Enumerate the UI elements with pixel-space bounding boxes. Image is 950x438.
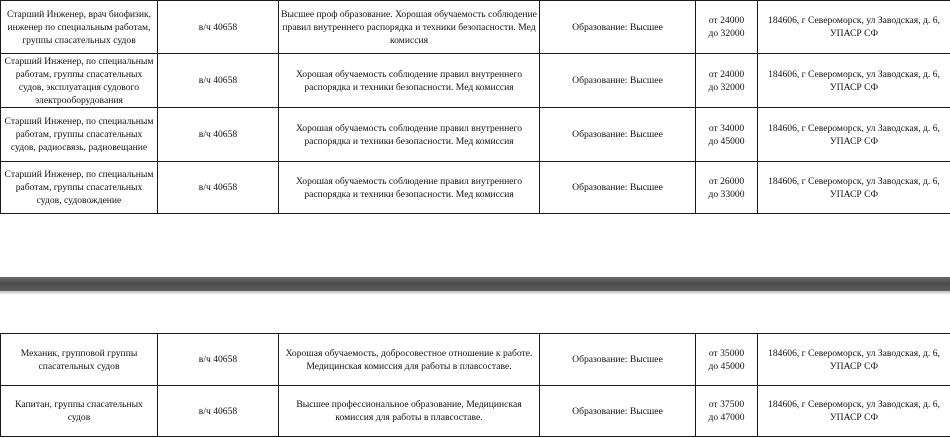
requirements-cell: Хорошая обучаемость соблюдение правил внутреннего распорядка и техники безопасности. Мед комиссия (279, 108, 540, 162)
unit-cell: в/ч 40658 (158, 1, 279, 54)
address-cell: 184606, г Североморск, ул Заводская, д. 6, УПАСР СФ (758, 1, 950, 54)
salary-to: до 33000 (708, 188, 745, 200)
salary-cell (696, 162, 758, 214)
education-cell: Образование: Высшее (540, 54, 696, 108)
salary-cell (696, 108, 758, 162)
salary-to: до 32000 (708, 81, 745, 93)
salary-from: от 24000 (708, 15, 745, 26)
salary-cell (696, 386, 758, 437)
unit-cell: в/ч 40658 (158, 108, 279, 162)
position-cell: Старший Инженер, по специальным работам, группы спасательных судов, судовождение (1, 162, 158, 214)
salary-to: до 45000 (708, 135, 745, 147)
vacancy-table-top (0, 0, 950, 214)
education-cell: Образование: Высшее (540, 386, 696, 437)
table-row (1, 334, 950, 386)
unit-cell: в/ч 40658 (158, 334, 279, 386)
table-row (1, 162, 950, 214)
position-cell: Механик, групповой группы спасательных судов (1, 334, 158, 386)
salary-from: от 34000 (708, 122, 745, 134)
salary-to: до 45000 (708, 360, 745, 372)
table-row (1, 54, 950, 108)
address-cell: 184606, г Североморск, ул Заводская, д. 6, УПАСР СФ (758, 54, 950, 108)
unit-cell: в/ч 40658 (158, 386, 279, 437)
education-cell: Образование: Высшее (540, 334, 696, 386)
requirements-cell: Хорошая обучаемость соблюдение правил внутреннего распорядка и техники безопасности. Мед комиссия (279, 54, 540, 108)
salary-from: от 35000 (708, 347, 745, 359)
requirements-cell: Высшее профессиональное образование, Медицинская комиссия для работы в плавсоставе. (279, 386, 540, 437)
requirements-cell: Высшее проф образование. Хорошая обучаемость соблюдение правил внутреннего распорядка и техники безопасности. Мед комиссия (279, 1, 540, 54)
unit-cell: в/ч 40658 (158, 162, 279, 214)
address-cell: 184606, г Североморск, ул Заводская, д. 6, УПАСР СФ (758, 108, 950, 162)
table-row (1, 386, 950, 437)
salary-to: до 47000 (708, 412, 745, 423)
position-cell: Старший Инженер, врач биофизик, инженер по специальным работам, группы спасательных судов (1, 1, 158, 54)
requirements-cell: Хорошая обучаемость, добросовестное отношение к работе. Медицинская комиссия для работы в плавсоставе. (279, 334, 540, 386)
vacancy-table-bottom (0, 333, 950, 437)
address-cell: 184606, г Североморск, ул Заводская, д. 6, УПАСР СФ (758, 386, 950, 437)
address-cell: 184606, г Североморск, ул Заводская, д. 6, УПАСР СФ (758, 334, 950, 386)
position-cell: Старший Инженер, по специальным работам, группы спасательных судов, радиосвязь, радиовещание (1, 108, 158, 162)
position-cell: Капитан, группы спасательных судов (1, 386, 158, 437)
salary-to: до 32000 (708, 28, 745, 39)
page-break-separator (0, 277, 950, 291)
requirements-cell: Хорошая обучаемость соблюдение правил внутреннего распорядка и техники безопасности. Мед комиссия (279, 162, 540, 214)
table-row (1, 108, 950, 162)
page-break-shadow (0, 291, 950, 295)
education-cell: Образование: Высшее (540, 108, 696, 162)
unit-cell: в/ч 40658 (158, 54, 279, 108)
table-row (1, 1, 950, 54)
salary-from: от 26000 (708, 175, 745, 187)
address-cell: 184606, г Североморск, ул Заводская, д. 6, УПАСР СФ (758, 162, 950, 214)
position-cell: Старший Инженер, по специальным работам, группы спасательных судов, эксплуатация судового электрооборудования (1, 54, 158, 108)
education-cell: Образование: Высшее (540, 1, 696, 54)
salary-cell (696, 1, 758, 54)
salary-from: от 24000 (708, 68, 745, 80)
salary-from: от 37500 (708, 399, 745, 410)
salary-cell (696, 334, 758, 386)
salary-cell (696, 54, 758, 108)
education-cell: Образование: Высшее (540, 162, 696, 214)
